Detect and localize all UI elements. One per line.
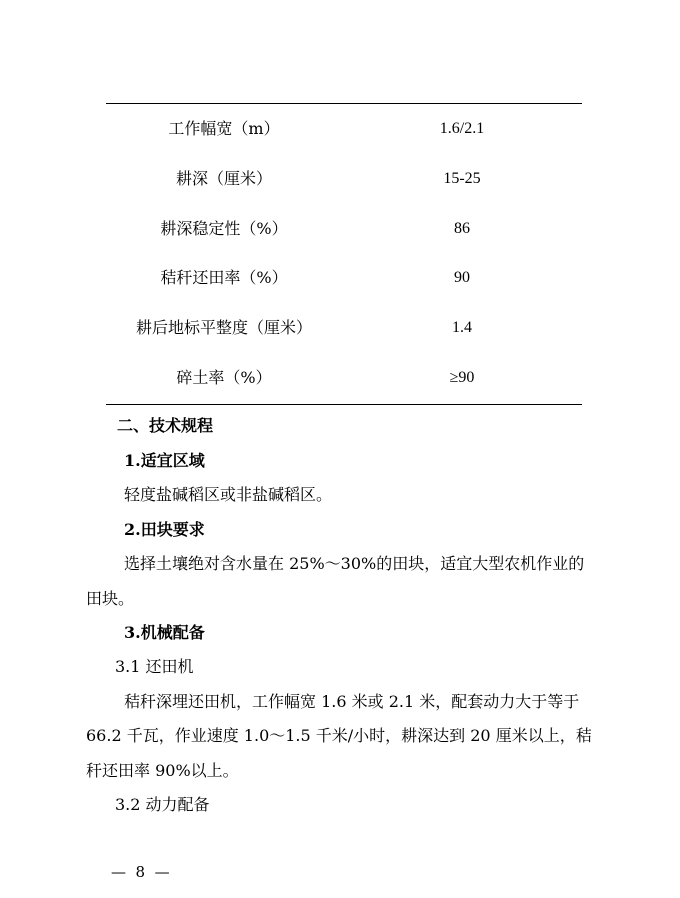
- paragraph-line: 秸秆深埋还田机，工作幅宽 1.6 米或 2.1 米，配套动力大于等于: [124, 692, 580, 711]
- paragraph-line: 轻度盐碱稻区或非盐碱稻区。: [124, 485, 333, 504]
- spec-row: [106, 363, 582, 393]
- spec-label: 工作幅宽（m）: [168, 119, 280, 138]
- spec-label: 耕深（厘米）: [175, 169, 272, 188]
- spec-label: 耕后地标平整度（厘米）: [135, 318, 312, 337]
- spec-value: 86: [454, 220, 470, 237]
- spec-label: 秸秆还田率（%）: [160, 268, 288, 287]
- subsection-heading: 2.田块要求: [124, 520, 205, 539]
- table-bottom-rule: [106, 404, 582, 405]
- spec-row: [106, 214, 582, 244]
- spec-label: 耕深稳定性（%）: [160, 219, 288, 238]
- item-heading: 3.1 还田机: [115, 657, 194, 676]
- paragraph-line: 选择土壤绝对含水量在 25%～30%的田块，适宜大型农机作业的: [124, 554, 585, 573]
- subsection-heading: 3.机械配备: [124, 623, 205, 642]
- spec-value: 15-25: [443, 170, 481, 187]
- table-top-rule: [106, 103, 582, 104]
- item-heading: 3.2 动力配备: [115, 795, 210, 814]
- paragraph-line: 66.2 千瓦，作业速度 1.0～1.5 千米/小时，耕深达到 20 厘米以上，秸: [86, 726, 592, 745]
- spec-value: ≥90: [449, 369, 475, 386]
- paragraph-line: 秆还田率 90%以上。: [86, 761, 239, 780]
- spec-value: 1.6/2.1: [439, 120, 485, 137]
- spec-label: 碎土率（%）: [176, 368, 272, 387]
- section-heading: 二、技术规程: [117, 416, 214, 435]
- spec-row: [106, 114, 582, 144]
- spec-row: [106, 313, 582, 343]
- spec-value: 90: [454, 269, 470, 286]
- spec-row: [106, 263, 582, 293]
- paragraph-line: 田块。: [86, 589, 135, 608]
- spec-row: [106, 164, 582, 194]
- page-number: — 8 —: [111, 863, 170, 881]
- spec-value: 1.4: [452, 319, 472, 336]
- subsection-heading: 1.适宜区域: [124, 451, 205, 470]
